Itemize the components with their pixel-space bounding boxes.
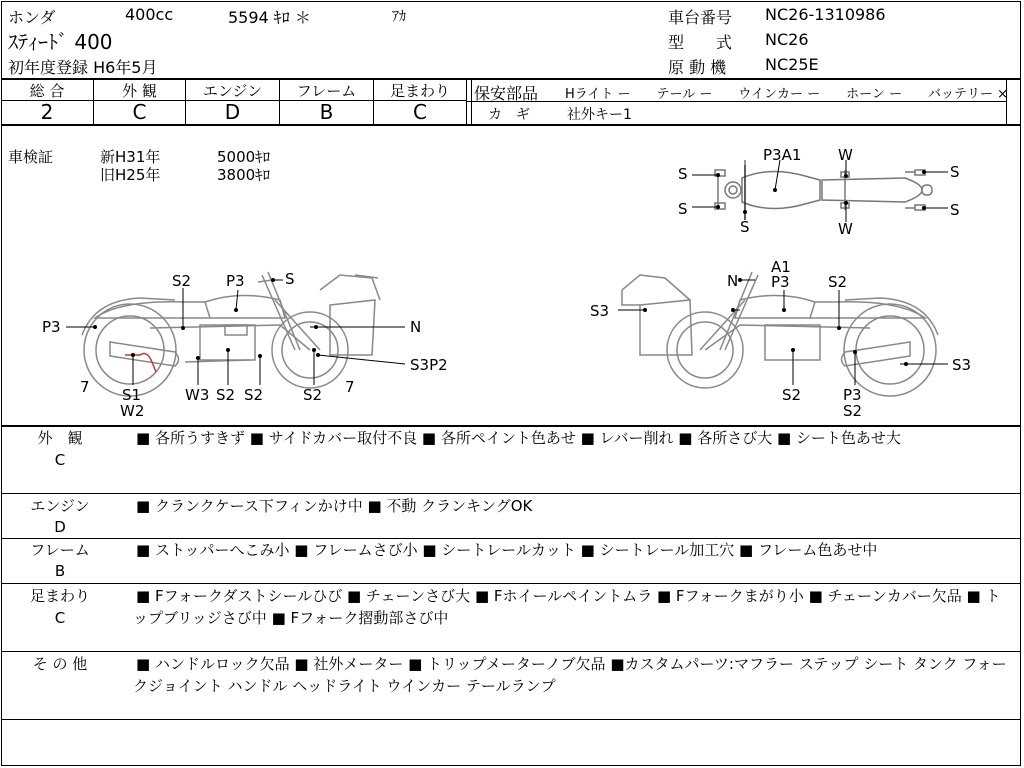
left-label-s3p2: S3P2 [410,356,448,374]
top-label-w2: W [838,220,853,238]
section-suspension-grade: C [54,609,66,627]
frame-no-label: 車台番号 [668,8,733,27]
top-label-s2: S [678,200,688,218]
type-label: 型 式 [668,33,733,52]
right-label-s2-c: S2 [843,402,863,420]
section-other-head: そ の 他 [32,655,88,673]
right-label-s2-b: S2 [782,386,802,404]
section-engine-grade: D [54,518,66,536]
grade-header-total: 総 合 [29,82,65,100]
grade-engine: D [224,100,241,124]
top-label-p3a1: P3A1 [763,146,802,164]
first-registration: 初年度登録 H6年5月 [8,58,158,77]
left-label-s1: S1 [122,386,142,404]
right-label-s2-a: S2 [828,273,848,291]
model-name: ｽﾃｨｰﾄﾞ 400 [8,30,113,54]
left-label-7-b: 7 [345,378,355,396]
section-frame-head: フレーム [30,541,90,559]
mileage: 5594 ｷﾛ ＊ [228,8,311,27]
top-label-s4: S [950,163,960,181]
left-label-p3-b: P3 [42,318,61,336]
left-label-s2-a: S2 [172,272,192,290]
section-engine-text: ■ クランクケース下フィンかけ中 ■ 不動 クランキングOK [136,497,533,515]
grade-suspension: C [413,100,427,124]
section-suspension-head: 足まわり [29,587,90,605]
section-frame-text: ■ ストッパーへこみ小 ■ フレームさび小 ■ シートレールカット ■ シートレール加工穴 ■ フレーム色あせ中 [136,541,878,559]
inspection-new-label: 新H31年 [100,148,161,166]
right-label-s3-a: S3 [590,302,610,320]
color: ｱｶ [392,9,406,25]
grade-header-exterior: 外 観 [122,82,157,100]
section-other-text: ■ ハンドルロック欠品 ■ 社外メーター ■ トリップメーターノブ欠品 ■カスタムパーツ:マフラー ステップ シート タンク フォークジョイント ハンドル ヘッドライト ウインカー テールランプ [133,655,1007,695]
key-label: カ ギ [488,107,530,123]
right-label-n: N [727,272,739,290]
engine-label: 原 動 機 [668,58,727,77]
top-label-s5: S [950,201,960,219]
grade-exterior: C [132,100,147,124]
section-suspension-text: ■ Fフォークダストシールひび ■ チェーンさび大 ■ Fホイールペイントムラ ■ Fフォークまがり小 ■ チェーンカバー欠品 ■ トップブリッジさび中 ■ Fフォーク摺動部さび中 [133,587,1001,627]
inspection-old-value: 3800ｷﾛ [217,166,271,184]
left-label-n: N [410,318,422,336]
section-exterior-head: 外 観 [37,429,83,447]
top-label-w1: W [838,146,853,164]
left-label-p3-a: P3 [226,272,245,290]
grade-header-suspension: 足まわり [389,82,450,100]
left-label-s2-c: S2 [244,386,264,404]
right-label-p3-b: P3 [843,386,862,404]
safety-parts-items: Hライト ー テール ー ウインカー ー ホーン ー バッテリー × [565,87,1009,102]
left-label-s-a: S [285,270,295,288]
engine-value: NC25E [765,55,819,74]
grade-total: 2 [40,100,54,124]
frame-no: NC26-1310986 [765,5,886,24]
inspection-old-label: 旧H25年 [100,166,161,184]
left-label-w2: W2 [120,402,145,420]
section-exterior-text: ■ 各所うすきず ■ サイドカバー取付不良 ■ 各所ペイント色あせ ■ レバー削れ ■ 各所さび大 ■ シート色あせ大 [136,429,901,447]
section-engine-head: エンジン [30,497,90,515]
type-value: NC26 [765,30,809,49]
displacement: 400cc [125,5,174,24]
left-label-7-a: 7 [80,378,90,396]
maker: ホンダ [8,8,56,27]
inspection-label: 車検証 [8,148,54,166]
right-label-p3-a: P3 [771,273,790,291]
grade-header-engine: エンジン [202,82,263,100]
section-frame-grade: B [54,562,66,580]
section-exterior-grade: C [54,451,66,469]
right-label-s3-b: S3 [952,356,972,374]
right-label-a1: A1 [771,258,791,276]
left-label-s2-d: S2 [303,386,323,404]
top-label-s3: S [740,218,750,236]
safety-parts-label: 保安部品 [474,84,539,103]
inspection-new-value: 5000ｷﾛ [217,148,271,166]
top-label-s1: S [678,165,688,183]
key-value: 社外キー1 [567,107,632,123]
grade-frame: B [319,100,334,124]
left-label-w3: W3 [185,386,210,404]
grade-header-frame: フレーム [296,82,357,100]
left-label-s2-b: S2 [216,386,236,404]
